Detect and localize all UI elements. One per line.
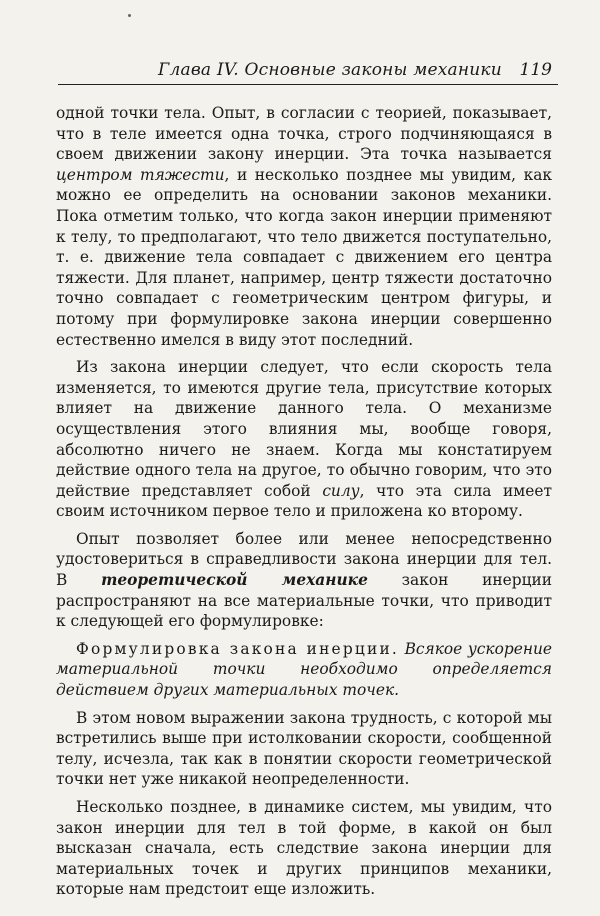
print-speck	[128, 14, 131, 17]
term-force: силу	[322, 481, 360, 500]
paragraph-5-text: В этом новом выражении закона трудность, с которой мы встретились выше при истолковании скорости, сообщенной телу, исчезла, так как в понятии скорости геометрической точки нет уже никакой неопределенности.	[56, 708, 552, 789]
page-body	[56, 103, 552, 900]
paragraph-2	[56, 357, 552, 522]
paragraph-1	[56, 103, 552, 350]
paragraph-3-text-a: Опыт позволяет более или менее непосредственно удостовериться в справедливости закона инерции для тел. В	[56, 529, 552, 590]
paragraph-2-text-a: Из закона инерции следует, что если скорость тела изменяется, то имеются другие тела, присутствие которых влияет на движение данного тела. О механизме осуществления этого влияния мы, вообще говоря, абсолютно ничего не знаем. Когда мы констатируем действие одного тела на другое, то обычно говорим, что это действие представляет собой	[56, 358, 552, 500]
paragraph-4-law-statement	[56, 639, 552, 701]
law-heading: Формулировка закона инерции.	[76, 639, 399, 658]
paragraph-6	[56, 797, 552, 900]
paragraph-1-text-c: , и несколько позднее мы увидим, как можно ее определить на основании законов механики. Пока отметим только, что когда закон инерции применяют к телу, то предполагают, что тело движется поступательно, т. е. движение тела совпадает с движением его центра тяжести. Для планет, например, центр тяжести достаточно точно совпадает с геометрическим центром фигуры, и потому при формулировке закона инерции совершенно естественно имелся в виду этот последний.	[56, 165, 552, 349]
paragraph-3-text-c: закон инерции распространяют на все материальные точки, что приводит к следующей его формулировке:	[56, 571, 552, 631]
paragraph-3	[56, 529, 552, 632]
term-center-of-gravity: центром тяжести	[56, 165, 225, 184]
term-theoretical-mechanics: теоретической механике	[101, 571, 368, 590]
law-text: Всякое ускорение материальной точки необходимо определяется действием других материальных точек.	[56, 639, 552, 700]
chapter-title: Глава IV. Основные законы механики	[158, 60, 502, 80]
paragraph-2-text-c: , что эта сила имеет своим источником первое тело и приложена ко второму.	[56, 481, 552, 521]
page-number: 119	[519, 60, 552, 80]
running-header	[58, 58, 558, 85]
paragraph-1-text-a: одной точки тела. Опыт, в согласии с теорией, показывает, что в теле имеется одна точка, строго подчиняющаяся в своем движении закону инерции. Эта точка называется	[56, 104, 552, 164]
paragraph-6-text: Несколько позднее, в динамике систем, мы увидим, что закон инерции для тел в той форме, в какой он был высказан сначала, есть следствие закона инерции для материальных точек и других принципов механики, которые нам предстоит еще изложить.	[56, 798, 552, 899]
paragraph-5	[56, 708, 552, 790]
